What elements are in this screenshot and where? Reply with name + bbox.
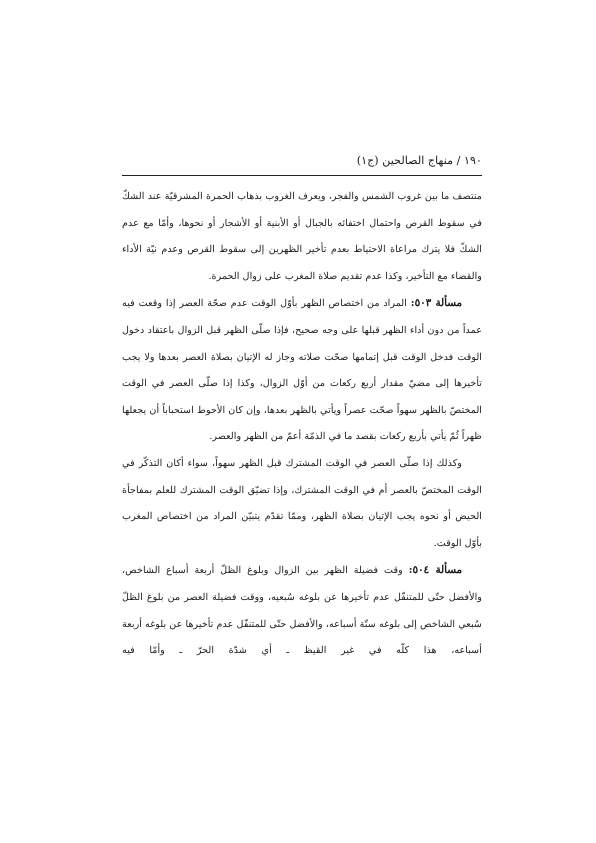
masala-label: مسألة ٥٠٤: [408,564,462,577]
paragraph-kadhalik [122,451,482,557]
page-body [122,184,482,665]
paragraph-text: المراد من اختصاص الظهر بأوّل الوقت عدم صحّة العصر إذا وقعت فيه عمداً من دون أداء الظهر قبلها على وجه صحيح، فإذا صلّى الظهر قبل الزوال باعتقاد دخول الوقت فدخل الوقت قبل إتمامها صحّت صلاته وجاز له الإتيان بصلاة العصر بعدها ولا يجب تأخيرها إلى مضيّ مقدار أربع ركعات من أوّل الزوال، وكذا إذا صلّى العصر في الوقت المختصّ بالظهر سهواً صحّت عصراً ويأتي بالظهر بعدها، وإن كان الأحوط استحباباً أن يجعلها ظهراً ثُمّ يأتي بأربع ركعات بقصد ما في الذمّة أعمّ من الظهر والعصر. [122,298,482,443]
paragraph-text: وقت فضيلة الظهر بين الزوال وبلوغ الظلّ أربعة أسباع الشاخص، والأفضل حتّى للمتنفّل عدم تأخيرها عن بلوغه سُبعيه، ووقت فضيلة العصر من بلوغ الظلّ سُبعي الشاخص إلى بلوغه ستّة أسباعه، والأفضل حتّى للمتنفّل عدم تأخيرها عن بلوغه أربعة أسباعه، هذا كلّه في غير القيظ ـ أي شدّة الحرّ ـ وأمّا فيه [122,565,482,657]
paragraph-masala-504 [122,557,482,664]
header-divider [122,175,482,176]
paragraph-text: منتصف ما بين غروب الشمس والفجر، ويعرف الغروب بذهاب الحمرة المشرقيّة عند الشكّ في سقوط القرص واحتمال اختفائه بالجبال أو الأبنية أو الأشجار أو نحوها، وأمّا مع عدم الشكّ فلا يترك مراعاة الاحتياط بعدم تأخير الظهرين إلى سقوط القرص وعدم نيّة الأداء والقضاء مع التأخير، وكذا عدم تقديم صلاة المغرب على زوال الحمرة. [122,191,482,282]
paragraph-masala-503 [122,290,482,451]
masala-label: مسألة ٥٠٣: [410,297,462,310]
paragraph-text: وكذلك إذا صلّى العصر في الوقت المشترك قبل الظهر سهواً، سواء أكان التذكّر في الوقت المختصّ بالعصر أم في الوقت المشترك، وإذا تضيّق الوقت المشترك للعلم بمفاجأة الحيض أو نحوه يجب الإتيان بصلاة الظهر، وممّا تقدّم يتبيّن المراد من اختصاص المغرب بأوّل الوقت. [122,457,482,549]
running-header: ١٩٠ / منهاج الصالحين (ج١) [356,154,482,167]
paragraph-continuation [122,184,482,290]
